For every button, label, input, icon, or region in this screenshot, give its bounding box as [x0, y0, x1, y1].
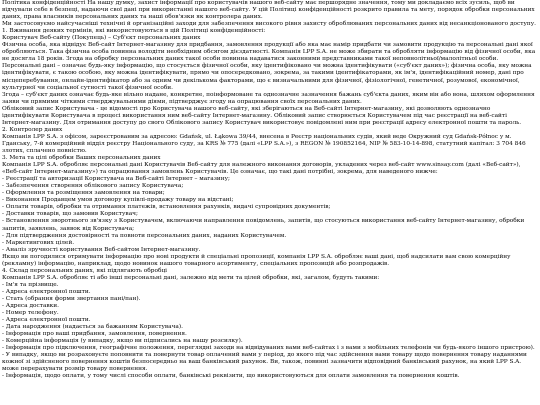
policy-paragraph: Згода – суб'єкт даних означає будь-яке вільно надане, конкретне, поінформоване та однозначне зазначення бажань суб'єкта даних, яким він або вона, шляхом оформлення заяви чи прямими чіткими стверджувальними діями, підтверджує згоду на опрацювання своїх персональних даних.	[2, 91, 535, 105]
policy-paragraph: Компанія LPP S.A. обробляє персональні дані Користувачів Веб-сайту для належного виконання договорів, укладених через веб-сайт www.sinsay.com (далі «Веб-сайт»), «Веб-сайт Інтернет-магазину») та опрацювання замовлень Користувачів. Це означає, що такі дані потрібні, зокрема, для наведеного нижче:	[2, 162, 521, 176]
policy-paragraph: Ми застосовуємо найсучасніші технічні й організаційні заходи для забезпечення високого рівня захисту оброблюваних персональних даних від несанкціонованого доступу.	[2, 21, 537, 28]
list-item: - Дата народження (надається за бажанням Користувача).	[2, 324, 183, 331]
list-item: - Номер телефону.	[2, 310, 59, 317]
policy-paragraph: Політика конфіденційності На нашу думку, захист інформації про користувачів нашого веб-сайту має першорядне значення, тому ми докладаємо всіх зусиль, щоб ви відчували себе в безпеці, надаючи свої дані при використанні нашого веб-сайту. У цій Політиці конфіденційності розкрито правила та мету, порядок обробки персональних даних, права власників персональних даних та наші обов'язки як контролера даних.	[2, 0, 535, 21]
list-item: - Реєстрації та авторизації Користувача на Веб-сайті Інтернет – магазину;	[2, 176, 231, 183]
policy-paragraph: Компанія LPP S.A. обробляє ті або інші персональні дані, залежно від мети та цілей обробки, які, загалом, будуть такими:	[2, 274, 380, 281]
section-heading: 1. Вживання деяких термінів, які використовуються в цій Політиці конфіденційності:	[2, 28, 266, 35]
list-item: - Виконання Продавцем умов договору купівлі-продажу товару на відстані;	[2, 197, 234, 204]
section-heading: 3. Мета та цілі обробки Ваших персональних даних	[2, 155, 161, 162]
list-item: - Інформація про підключення, географічне положення, переглядні заходи на відвідуваних вами веб-сайтах і з вами з мобільних телефонів чи будь-якого іншого пристрою).	[2, 345, 535, 352]
policy-paragraph: Фізична особа, яка відвідує Веб-сайт Інтернет-магазину для придбання, замовлення продукції або яка має намір придбати чи замовити продукцію та персональні дані якої обробляються. Така фізична особа повинна володіти необхідним обсягом дієздатності. Компанія LPP S.A. не може збирати та обробляти інформацію від фізичної особи, яка не досягла 18 років. Згода на обробку персональних даних такої особи повинна надаватися законними представниками такої неповнолітньої/малолітньої особи.	[2, 42, 536, 63]
list-item: - Маркетингових цілей.	[2, 239, 75, 246]
list-item: - Для підтвердження достовірності та повноти персональних даних, наданих Користувачем.	[2, 232, 287, 239]
list-item: - Адреса електронної пошти.	[2, 317, 91, 324]
term-heading: Користувач Веб-сайту (Покупець) – Суб'єкт персональних даних	[2, 35, 201, 42]
list-item: - Аналіз зручності користування Веб-сайтом Інтернет-магазину.	[2, 246, 201, 253]
list-item: - Адреса доставки.	[2, 303, 60, 310]
list-item: - Доставки товарів, що замовив Користувач;	[2, 211, 138, 218]
list-item: - Оплати товарів, обробки та отримання платежів, встановлення рахунків, видачі супровідних документів;	[2, 204, 331, 211]
list-item: - Стать (обрання форми звертання пані/пан).	[2, 295, 141, 302]
section-heading: 2. Контролер даних	[2, 126, 63, 133]
policy-paragraph: Персональні дані – означає будь-яку інформацію, що стосується фізичної особи, яку ідентифіковано чи можна ідентифікувати («суб'єкт даних»); фізична особа, яку можна ідентифікувати, є такою особою, яку можна ідентифікувати, прямо чи опосередковано, зокрема, за такими ідентифікаторами, як ім'я, ідентифікаційний номер, дані про місцеперебування, онлайн-ідентифікатор або за одним чи декількома факторами, що є визначальними для фізичної, фізіологічної, генетичної, розумової, економічної, культурної чи соціальної сутності такої фізичної особи.	[2, 63, 532, 91]
policy-paragraph: Обліковий запис Користувача - це відомості про Користувача нашого веб-сайту, які зберігаються на Веб-сайті Інтернет-магазину, які дозволяють однозначно ідентифікувати Користувача в процесі використання ним веб-сайту Інтернет-магазину. Обліковий запис створюється Користувачем під час реєстрації на веб-сайті Інтернет-магазину. Для отримання доступу до свого Облікового запису Користувач використовує повідомлені ним при реєстрації адресу електронної пошти та пароль.	[2, 105, 522, 126]
list-item: - Інформація, щодо оплати, у тому числі способи оплати, банківські реквізити, що використовуються для оплати замовлення та повернення коштів.	[2, 373, 460, 380]
list-item: - У випадку, якщо ви розраховуєте поповнити та повернути товар оплачений вами у період, до якого під час здійснення вами товару щодо повернення товару наданнями кожної зі здійсненого повернення коштів безпосередньо на ваш банківський рахунок. Ви, також, повинні зазначити відповідний банківський рахунок, на який LPP S.A. може перерахувати розмір товару повернення.	[2, 352, 527, 373]
policy-paragraph: Компанія LPP S.A. з офісом, зареєстрованим за адресою: Gdańsk, ul. Łąkowa 39/44, внесена в Реєстр національних судів, який веде Окружний суд Gdańsk-Północ у м. Гданську, 7-й комерційний відділ реєстру Національного суду, за KRS № 775 (далі «LPP S.A.»), з REGON № 190852164, NIP № 583-10-14-898, статутний капітал: 3 704 846 злотих, сплачено повністю.	[2, 133, 526, 154]
list-item: - Інформація про ваші придбання, замовлення, повернення.	[2, 331, 187, 338]
list-item: - Комерційна інформація (у випадку, якщо ви підписались на нашу розсилку).	[2, 338, 243, 345]
list-item: - Встановлення зворотнього зв'язку з Користувачем, включаючи направлення повідомлень, запитів, що стосуються використання веб-сайту Інтернет-магазину, обробки запитів, заявлень, заявок від Користувача;	[2, 218, 525, 232]
list-item: - Забезпечення створення облікового запису Користувача;	[2, 183, 184, 190]
list-item: - Ім'я та прізвище.	[2, 281, 59, 288]
list-item: - Адреса електронної пошти.	[2, 288, 91, 295]
section-heading: 4. Склад персональних даних, які підлягають обробці	[2, 267, 168, 274]
list-item: - Оформлення та розміщення замовлення на товари;	[2, 190, 165, 197]
policy-paragraph: Якщо ви погодилися отримувати інформацію про нові продукти й спеціальні пропозиції, компанія LPP S.A. обробляє ваші дані, щоб надсилати вам свою комерційну (рекламну) інформацію, наприклад, щодо новинок нашого товарного асортименту, спеціальних пропозицій або розпродажів.	[2, 253, 511, 267]
